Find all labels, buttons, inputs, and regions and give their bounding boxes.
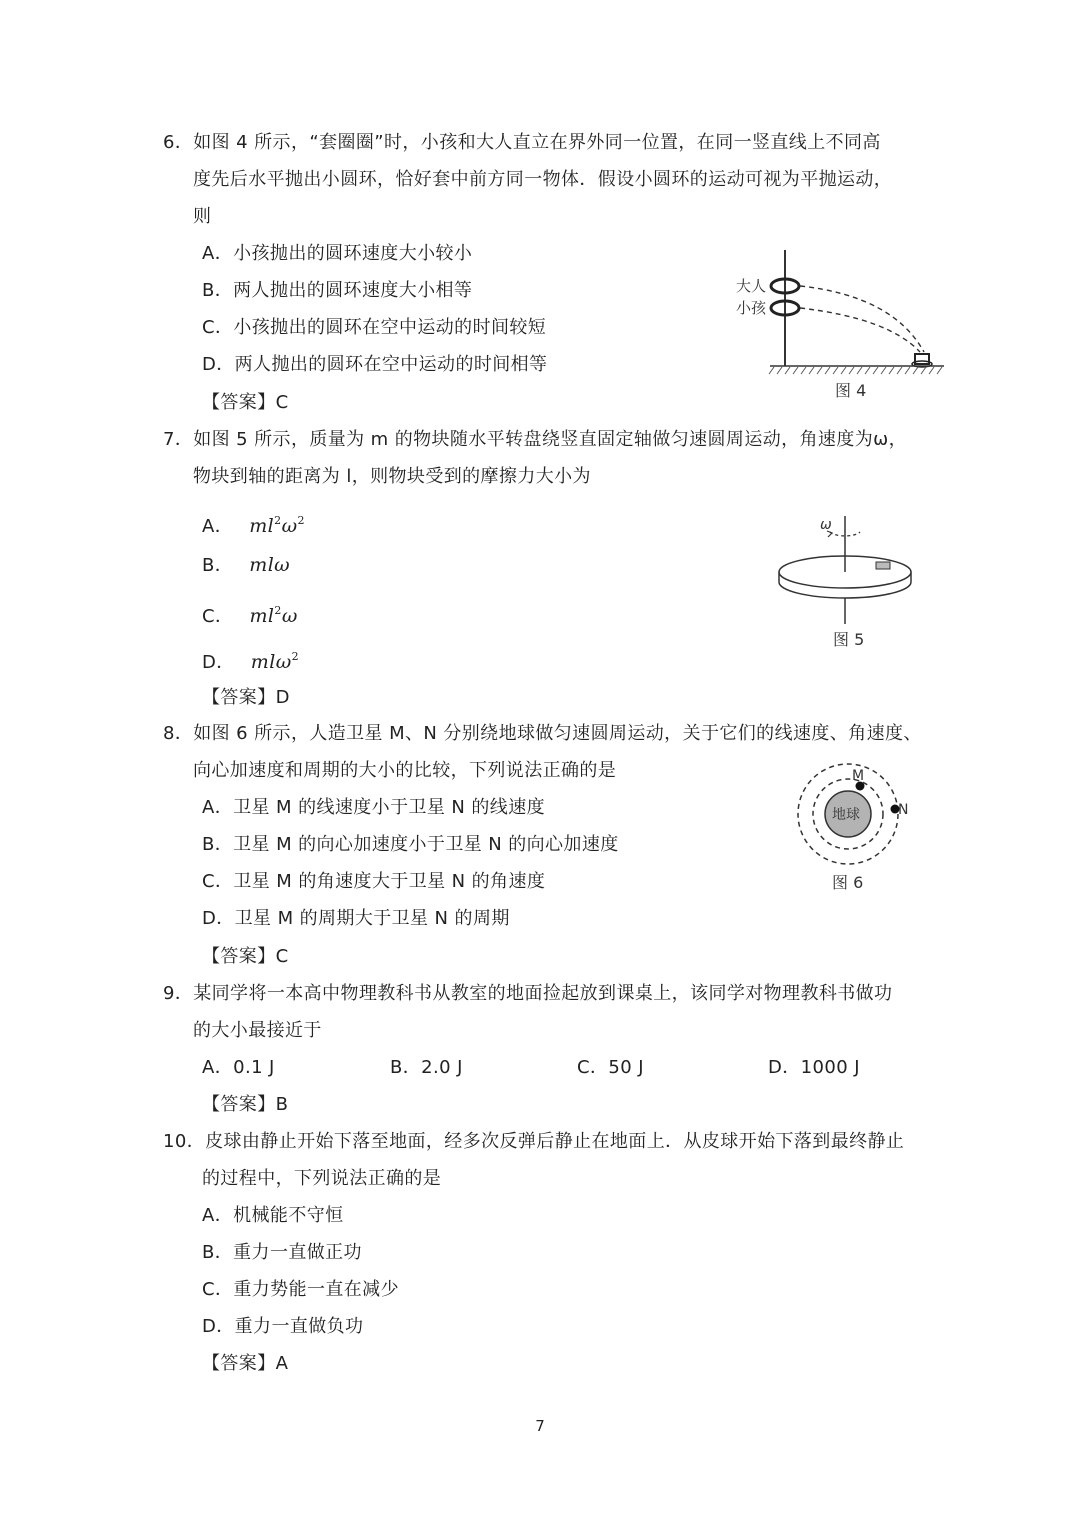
figure-5-turntable xyxy=(770,512,920,657)
target-object-icon xyxy=(915,354,929,364)
q7-option-d xyxy=(202,645,299,675)
satellite-m-label: M xyxy=(852,768,865,784)
q7-option-a xyxy=(202,509,305,539)
q9-option-c: C．50 J xyxy=(577,1057,644,1078)
omega-label: ω xyxy=(820,517,832,533)
option-letter: B． xyxy=(202,555,234,576)
q10-stem-line1: 10．皮球由静止开始下落至地面，经多次反弹后静止在地面上．从皮球开始下落到最终静止 xyxy=(163,1131,905,1152)
figure-6-satellites xyxy=(792,760,922,895)
q9-option-a: A．0.1 J xyxy=(202,1057,275,1078)
formula: mlω$^2$ xyxy=(250,650,299,673)
q10-option-a: A．机械能不守恒 xyxy=(202,1205,344,1226)
option-letter: C． xyxy=(202,606,234,627)
q6-stem-line3: 则 xyxy=(193,206,212,227)
q9-option-b: B．2.0 J xyxy=(390,1057,463,1078)
block-icon xyxy=(876,562,890,569)
formula: $ml^2\omega$ xyxy=(249,604,298,627)
q8-option-d: D．卫星 M 的周期大于卫星 N 的周期 xyxy=(202,908,510,929)
q8-option-c: C．卫星 M 的角速度大于卫星 N 的角速度 xyxy=(202,871,546,892)
q8-answer: 【答案】C xyxy=(202,946,289,967)
q7-option-b xyxy=(202,553,290,578)
earth-label: 地球 xyxy=(832,807,860,823)
q7-option-c xyxy=(202,599,298,629)
q7-stem-line2: 物块到轴的距离为 l，则物块受到的摩擦力大小为 xyxy=(193,466,591,487)
q9-stem-line1: 9．某同学将一本高中物理教科书从教室的地面捡起放到课桌上，该同学对物理教科书做功 xyxy=(163,983,893,1004)
q7-answer: 【答案】D xyxy=(202,687,290,708)
q8-stem-line1: 8．如图 6 所示，人造卫星 M、N 分别绕地球做匀速圆周运动，关于它们的线速度、角速度、 xyxy=(163,723,922,744)
q7-stem-line1: 7．如图 5 所示，质量为 m 的物块随水平转盘绕竖直固定轴做匀速圆周运动，角速度为ω， xyxy=(163,429,907,450)
q8-option-b: B．卫星 M 的向心加速度小于卫星 N 的向心加速度 xyxy=(202,834,619,855)
q8-stem-line2: 向心加速度和周期的大小的比较，下列说法正确的是 xyxy=(193,760,617,781)
q6-option-b: B．两人抛出的圆环速度大小相等 xyxy=(202,280,473,301)
formula: mlω xyxy=(249,554,291,576)
q10-option-b: B．重力一直做正功 xyxy=(202,1242,362,1263)
q6-option-a: A．小孩抛出的圆环速度大小较小 xyxy=(202,243,473,264)
q6-stem-line2: 度先后水平抛出小圆环，恰好套中前方同一物体．假设小圆环的运动可视为平抛运动， xyxy=(193,169,893,190)
figure-5-caption: 图 5 xyxy=(833,630,865,649)
q6-answer: 【答案】C xyxy=(202,392,289,413)
q9-option-d: D．1000 J xyxy=(768,1057,860,1078)
q10-stem-line2: 的过程中，下列说法正确的是 xyxy=(202,1168,442,1189)
q10-option-d: D．重力一直做负功 xyxy=(202,1316,364,1337)
figure-4-ring-toss xyxy=(728,244,950,404)
option-letter: D． xyxy=(202,652,235,673)
q10-answer: 【答案】A xyxy=(202,1353,289,1374)
q8-option-a: A．卫星 M 的线速度小于卫星 N 的线速度 xyxy=(202,797,545,818)
figure-4-caption: 图 4 xyxy=(835,381,867,400)
page-number: 7 xyxy=(535,1417,545,1435)
q6-option-d: D．两人抛出的圆环在空中运动的时间相等 xyxy=(202,354,548,375)
q9-answer: 【答案】B xyxy=(202,1094,289,1115)
figure-6-caption: 图 6 xyxy=(832,873,864,892)
q9-stem-line2: 的大小最接近于 xyxy=(193,1020,322,1041)
satellite-n-label: N xyxy=(898,802,909,818)
q6-option-c: C．小孩抛出的圆环在空中运动的时间较短 xyxy=(202,317,547,338)
formula: $ml^2\omega^2$ xyxy=(249,514,305,537)
label-adult: 大人 xyxy=(736,277,767,295)
option-letter: A． xyxy=(202,516,234,537)
label-child: 小孩 xyxy=(736,299,767,317)
q10-option-c: C．重力势能一直在减少 xyxy=(202,1279,399,1300)
q6-stem-line1: 6．如图 4 所示，“套圈圈”时，小孩和大人直立在界外同一位置，在同一竖直线上不同高 xyxy=(163,132,881,153)
